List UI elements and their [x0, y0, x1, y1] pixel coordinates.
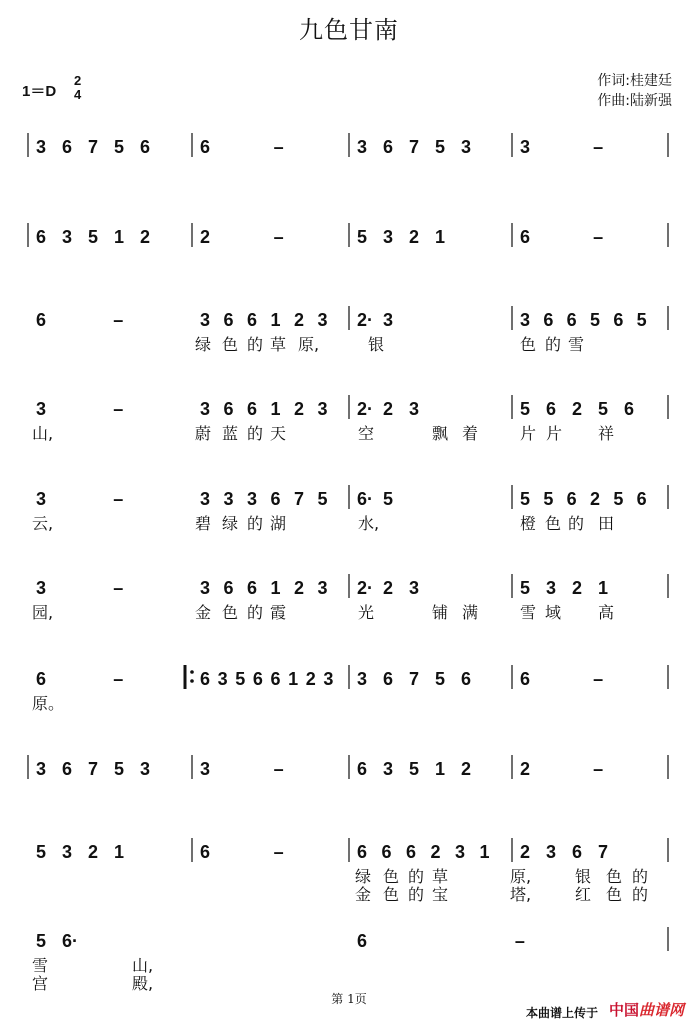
note: 3 — [200, 759, 211, 779]
note: 3 — [383, 227, 394, 247]
lyric: 色 — [383, 885, 400, 904]
note: 3 — [36, 137, 47, 157]
note: 7 — [294, 489, 305, 509]
lyric: 飘 — [432, 424, 449, 443]
note: 3 — [357, 137, 368, 157]
note: 6 — [613, 310, 624, 330]
lyric: 色 — [383, 867, 400, 886]
lyric: 原。 — [32, 694, 65, 713]
note: 1 — [270, 578, 281, 598]
note: 3 — [36, 399, 47, 419]
lyric: 的 — [408, 867, 425, 886]
lyricist-credit: 作词:桂建廷 — [597, 73, 672, 89]
lyric: 银 — [575, 867, 592, 886]
note: 6 — [252, 669, 263, 689]
dash-note: – — [593, 137, 604, 157]
note: 3 — [36, 759, 47, 779]
lyric: 的 — [568, 514, 585, 533]
note: 3 — [461, 137, 472, 157]
note: 3 — [62, 227, 73, 247]
note: 6 — [140, 137, 151, 157]
note: 1 — [114, 227, 125, 247]
note: 6 — [406, 842, 417, 862]
note: 5 — [636, 310, 647, 330]
note: 2 — [572, 399, 583, 419]
dash-note: – — [113, 399, 124, 419]
note: 6 — [572, 842, 583, 862]
note: 3 — [317, 310, 328, 330]
lyric: 山, — [132, 956, 154, 975]
lyric: 色 — [606, 885, 623, 904]
lyric: 满 — [462, 603, 479, 622]
note: 3 — [546, 578, 557, 598]
note: 3 — [317, 399, 328, 419]
note: 6 — [546, 399, 557, 419]
lyric: 田 — [598, 514, 615, 533]
lyric: 高 — [598, 603, 615, 622]
lyric: 雪 — [32, 956, 49, 975]
lyric: 云, — [32, 514, 54, 533]
lyric: 宝 — [432, 885, 449, 904]
lyric: 原, — [510, 867, 532, 886]
lyric: 的 — [408, 885, 425, 904]
dash-note: – — [113, 310, 124, 330]
lyric: 绿 — [195, 335, 212, 354]
note: 5 — [590, 310, 601, 330]
note: 6 — [247, 578, 258, 598]
note: 2· — [357, 310, 374, 330]
note: 3 — [546, 842, 557, 862]
note: 6 — [62, 137, 73, 157]
note: 5 — [520, 578, 531, 598]
note: 6 — [381, 842, 392, 862]
note: 2 — [572, 578, 583, 598]
note: 1 — [288, 669, 299, 689]
site-logo — [609, 999, 684, 1020]
note: 6 — [223, 578, 234, 598]
lyric: 的 — [632, 867, 649, 886]
note: 5 — [613, 489, 624, 509]
note: 3 — [140, 759, 151, 779]
note: 5 — [114, 137, 125, 157]
note: 3 — [357, 669, 368, 689]
note: 2 — [590, 489, 601, 509]
note: 5 — [317, 489, 328, 509]
lyric: 霞 — [270, 603, 287, 622]
note: 6 — [357, 842, 368, 862]
note: 3 — [223, 489, 234, 509]
dash-note: – — [273, 137, 284, 157]
note: 6 — [200, 842, 211, 862]
logo-part-b: 曲谱网 — [638, 1001, 684, 1019]
note: 1 — [270, 310, 281, 330]
note: 7 — [409, 669, 420, 689]
note: 3 — [200, 399, 211, 419]
note: 2 — [294, 310, 305, 330]
lyric: 碧 — [195, 514, 212, 533]
note: 1 — [598, 578, 609, 598]
dash-note: – — [593, 669, 604, 689]
note: 3 — [62, 842, 73, 862]
note: 6· — [62, 931, 79, 951]
note: 2 — [140, 227, 151, 247]
note: 6 — [36, 669, 47, 689]
lyric: 红 — [575, 885, 592, 904]
lyric: 的 — [247, 335, 264, 354]
time-signature-top: 2 — [74, 73, 82, 88]
note: 3 — [323, 669, 334, 689]
lyric: 塔, — [510, 885, 532, 904]
note: 6 — [200, 669, 211, 689]
note: 5 — [409, 759, 420, 779]
note: 3 — [520, 137, 531, 157]
note: 3 — [200, 578, 211, 598]
note: 6 — [543, 310, 554, 330]
lyric: 着 — [462, 424, 479, 443]
note: 2 — [294, 399, 305, 419]
lyric: 片 — [520, 424, 537, 443]
note: 3 — [200, 489, 211, 509]
note: 6 — [62, 759, 73, 779]
note: 5 — [520, 489, 531, 509]
lyric: 宫 — [32, 974, 49, 993]
note: 5 — [235, 669, 246, 689]
note: 5 — [435, 669, 446, 689]
note: 3 — [247, 489, 258, 509]
note: 3 — [36, 489, 47, 509]
note: 3 — [409, 578, 420, 598]
lyric: 色 — [545, 514, 562, 533]
dash-note: – — [514, 931, 525, 951]
lyric: 色 — [222, 603, 239, 622]
note: 2 — [383, 399, 394, 419]
lyric: 绿 — [222, 514, 239, 533]
key-signature: 1＝D — [22, 83, 57, 100]
lyric: 铺 — [432, 603, 449, 622]
note: 6 — [200, 137, 211, 157]
note: 1 — [114, 842, 125, 862]
dash-note: – — [113, 489, 124, 509]
lyric: 园, — [32, 603, 54, 622]
note: 3 — [36, 578, 47, 598]
note: 2 — [88, 842, 99, 862]
lyric: 橙 — [520, 514, 537, 533]
note: 2 — [294, 578, 305, 598]
lyric: 色 — [520, 335, 537, 354]
lyric: 银 — [368, 335, 385, 354]
note: 5 — [383, 489, 394, 509]
note: 2 — [430, 842, 441, 862]
page-number: 第 1页 — [331, 992, 367, 1006]
composer-credit: 作曲:陆新强 — [597, 93, 672, 109]
upload-notice: 本曲谱上传于 — [525, 1006, 598, 1020]
lyric: 的 — [545, 335, 562, 354]
lyric: 片 — [546, 424, 563, 443]
note: 6 — [270, 489, 281, 509]
lyric: 草 — [270, 335, 287, 354]
note: 7 — [88, 759, 99, 779]
note: 6 — [566, 310, 577, 330]
note: 6 — [270, 669, 281, 689]
note: 6 — [520, 669, 531, 689]
note: 6 — [357, 931, 368, 951]
lyric: 蔚 — [195, 424, 212, 443]
note: 5 — [114, 759, 125, 779]
note: 6 — [36, 310, 47, 330]
lyric: 色 — [222, 335, 239, 354]
note: 5 — [36, 842, 47, 862]
note: 3 — [455, 842, 466, 862]
note: 3 — [409, 399, 420, 419]
dash-note: – — [273, 842, 284, 862]
note: 2 — [305, 669, 316, 689]
dash-note: – — [113, 669, 124, 689]
note: 1 — [479, 842, 490, 862]
lyric: 草 — [432, 867, 449, 886]
note: 5 — [520, 399, 531, 419]
repeat-dot — [190, 670, 194, 674]
lyric: 祥 — [598, 424, 615, 443]
dash-note: – — [593, 759, 604, 779]
note: 2 — [409, 227, 420, 247]
page-title: 九色甘南 — [299, 16, 399, 44]
note: 6· — [357, 489, 374, 509]
note: 2 — [520, 842, 531, 862]
repeat-dot — [190, 679, 194, 683]
lyric: 山, — [32, 424, 54, 443]
note: 5 — [36, 931, 47, 951]
time-signature-bottom: 4 — [74, 87, 82, 102]
logo-part-a: 中国 — [608, 1001, 639, 1019]
note: 2 — [200, 227, 211, 247]
note: 2· — [357, 578, 374, 598]
lyric: 空 — [358, 424, 375, 443]
note: 2· — [357, 399, 374, 419]
note: 1 — [435, 227, 446, 247]
note: 3 — [200, 310, 211, 330]
lyric: 雪 — [568, 335, 585, 354]
dash-note: – — [273, 227, 284, 247]
note: 6 — [223, 310, 234, 330]
note: 7 — [409, 137, 420, 157]
note: 2 — [383, 578, 394, 598]
dash-note: – — [113, 578, 124, 598]
lyric: 绿 — [355, 867, 372, 886]
lyric: 金 — [355, 885, 372, 904]
dash-note: – — [273, 759, 284, 779]
lyric: 原, — [298, 335, 320, 354]
note: 6 — [383, 137, 394, 157]
note: 6 — [624, 399, 635, 419]
note: 1 — [435, 759, 446, 779]
note: 3 — [317, 578, 328, 598]
lyric: 天 — [270, 424, 287, 443]
note: 5 — [598, 399, 609, 419]
lyric: 的 — [247, 514, 264, 533]
note: 3 — [383, 310, 394, 330]
note: 2 — [520, 759, 531, 779]
note: 6 — [461, 669, 472, 689]
lyric: 水, — [358, 514, 380, 533]
note: 3 — [383, 759, 394, 779]
note: 1 — [270, 399, 281, 419]
note: 2 — [461, 759, 472, 779]
note: 3 — [520, 310, 531, 330]
lyric: 的 — [632, 885, 649, 904]
note: 6 — [383, 669, 394, 689]
note: 5 — [88, 227, 99, 247]
note: 6 — [247, 399, 258, 419]
note: 5 — [543, 489, 554, 509]
note: 7 — [88, 137, 99, 157]
note: 7 — [598, 842, 609, 862]
lyric: 光 — [358, 603, 375, 622]
note: 6 — [636, 489, 647, 509]
note: 6 — [520, 227, 531, 247]
note: 6 — [566, 489, 577, 509]
note: 5 — [357, 227, 368, 247]
lyric: 湖 — [270, 514, 287, 533]
lyric: 金 — [195, 603, 212, 622]
lyric: 雪 — [520, 603, 537, 622]
note: 6 — [36, 227, 47, 247]
note: 6 — [247, 310, 258, 330]
lyric: 的 — [247, 424, 264, 443]
lyric: 的 — [247, 603, 264, 622]
note: 6 — [357, 759, 368, 779]
lyric: 色 — [606, 867, 623, 886]
dash-note: – — [593, 227, 604, 247]
lyric: 蓝 — [222, 424, 239, 443]
lyric: 殿, — [132, 974, 154, 993]
lyric: 域 — [545, 603, 562, 622]
note: 6 — [223, 399, 234, 419]
note: 3 — [217, 669, 228, 689]
note: 5 — [435, 137, 446, 157]
